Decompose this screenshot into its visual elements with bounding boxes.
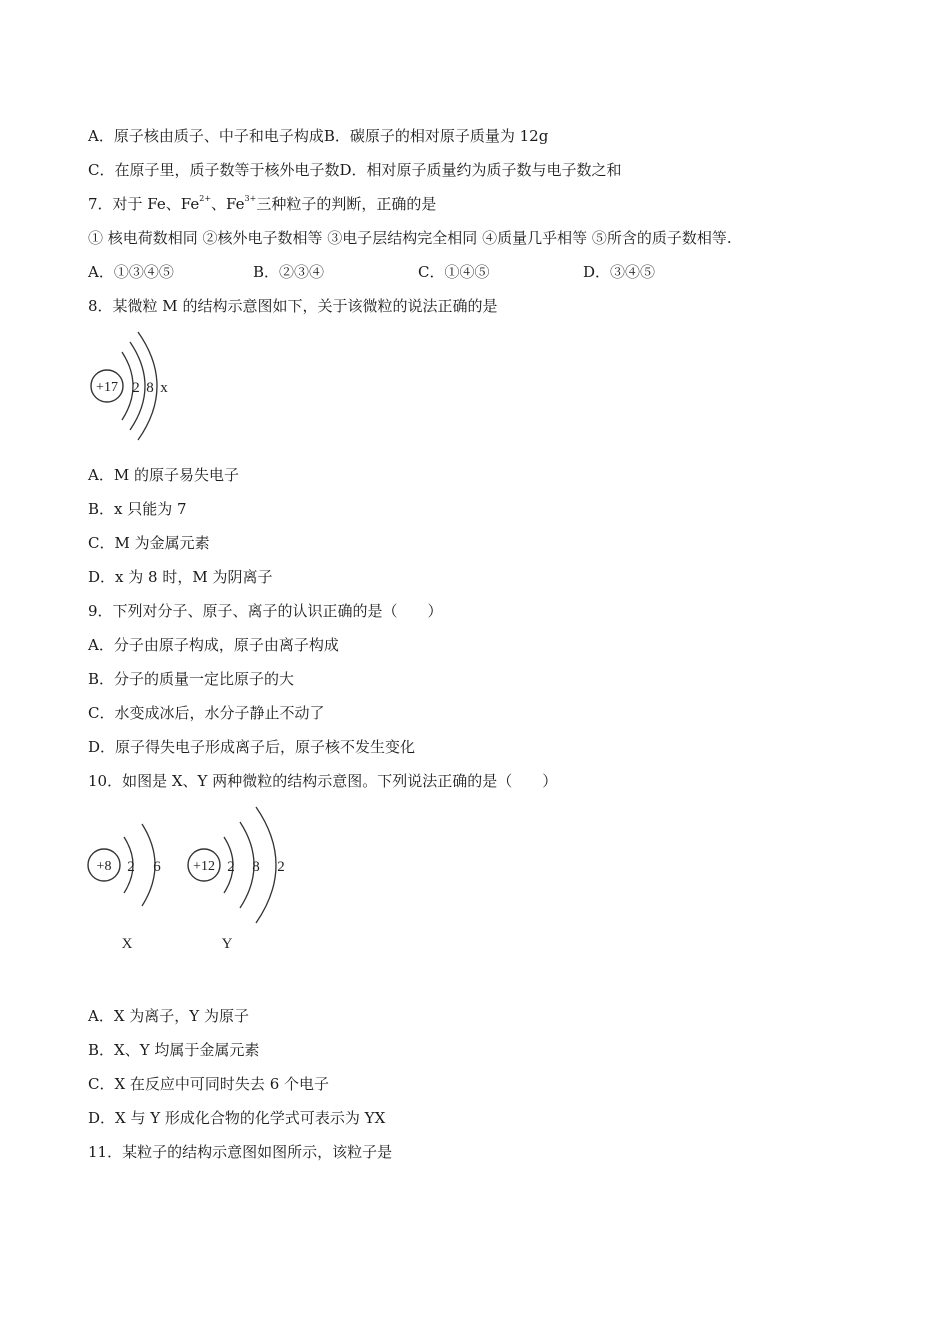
q10-atom-diagrams [84, 804, 304, 954]
q10-y-shell3-electrons: 2 [277, 859, 285, 875]
q8-option-b[interactable]: B．x 只能为 7 [88, 500, 187, 518]
q8-option-a[interactable]: A．M 的原子易失电子 [88, 466, 239, 484]
q7-fe3-charge: 3+ [244, 194, 257, 203]
q6-options-ab [88, 126, 548, 146]
q10-stem: 10．如图是 X、Y 两种微粒的结构示意图。下列说法正确的是（ ） [88, 772, 558, 790]
q8-option-d[interactable]: D．x 为 8 时，M 为阴离子 [88, 568, 273, 586]
q10-y-nucleus-label: +12 [193, 859, 215, 874]
q9-option-d[interactable]: D．原子得失电子形成离子后，原子核不发生变化 [88, 738, 416, 756]
q11-stem: 11．某粒子的结构示意图如图所示，该粒子是 [88, 1143, 393, 1161]
q6-option-d[interactable]: D．相对原子质量约为质子数与电子数之和 [339, 161, 622, 179]
q10-option-d[interactable]: D．X 与 Y 形成化合物的化学式可表示为 YX [88, 1109, 386, 1127]
q10-x-nucleus-label: +8 [96, 859, 112, 874]
q7-stem-prefix: 7．对于 Fe、Fe [88, 195, 200, 213]
q7-option-a[interactable]: A．①③④⑤ [88, 263, 174, 281]
q7-statements: ① 核电荷数相同 ②核外电子数相等 ③电子层结构完全相同 ④质量几乎相等 ⑤所含的质子数相等. [88, 229, 732, 247]
q10-option-a[interactable]: A．X 为离子，Y 为原子 [88, 1007, 249, 1025]
q7-option-b[interactable]: B．②③④ [253, 263, 325, 281]
q7-option-c[interactable]: C．①④⑤ [418, 263, 490, 281]
q6-option-b[interactable]: B．碳原子的相对原子质量为 12g [323, 127, 549, 145]
q9-option-b[interactable]: B．分子的质量一定比原子的大 [88, 670, 295, 688]
q6-option-c[interactable]: C．在原子里，质子数等于核外电子数 [88, 161, 340, 179]
q10-option-c[interactable]: C．X 在反应中可同时失去 6 个电子 [88, 1075, 330, 1093]
q10-option-b[interactable]: B．X、Y 均属于金属元素 [88, 1041, 260, 1059]
q7-stem-sep: 、Fe [211, 195, 245, 213]
q10-y-shell1-electrons: 2 [227, 859, 235, 875]
q10-x-shell1-electrons: 2 [127, 859, 135, 875]
q8-shell3-electrons: x [160, 380, 168, 396]
q10-x-shell2-electrons: 6 [153, 859, 161, 875]
q9-option-c[interactable]: C．水变成冰后，水分子静止不动了 [88, 704, 325, 722]
q8-atom-diagram [86, 330, 186, 442]
q6-option-a[interactable]: A．原子核由质子、中子和电子构成 [88, 127, 324, 145]
q8-nucleus-label: +17 [96, 380, 118, 395]
q6-options-cd [88, 160, 622, 180]
q8-stem: 8．某微粒 M 的结构示意图如下，关于该微粒的说法正确的是 [88, 297, 498, 315]
q7-option-d[interactable]: D．③④⑤ [583, 263, 656, 281]
q8-option-c[interactable]: C．M 为金属元素 [88, 534, 210, 552]
q7-fe2-charge: 2+ [199, 194, 212, 203]
q9-stem: 9．下列对分子、原子、离子的认识正确的是（ ） [88, 602, 443, 620]
q8-shell2-electrons: 8 [146, 380, 154, 396]
q9-option-a[interactable]: A．分子由原子构成，原子由离子构成 [88, 636, 339, 654]
q10-y-label: Y [221, 936, 233, 952]
q10-x-label: X [121, 936, 133, 952]
q7-stem [88, 194, 436, 214]
q7-stem-suffix: 三种粒子的判断，正确的是 [256, 195, 437, 213]
q8-shell1-electrons: 2 [132, 380, 140, 396]
q10-y-shell2-electrons: 8 [252, 859, 260, 875]
